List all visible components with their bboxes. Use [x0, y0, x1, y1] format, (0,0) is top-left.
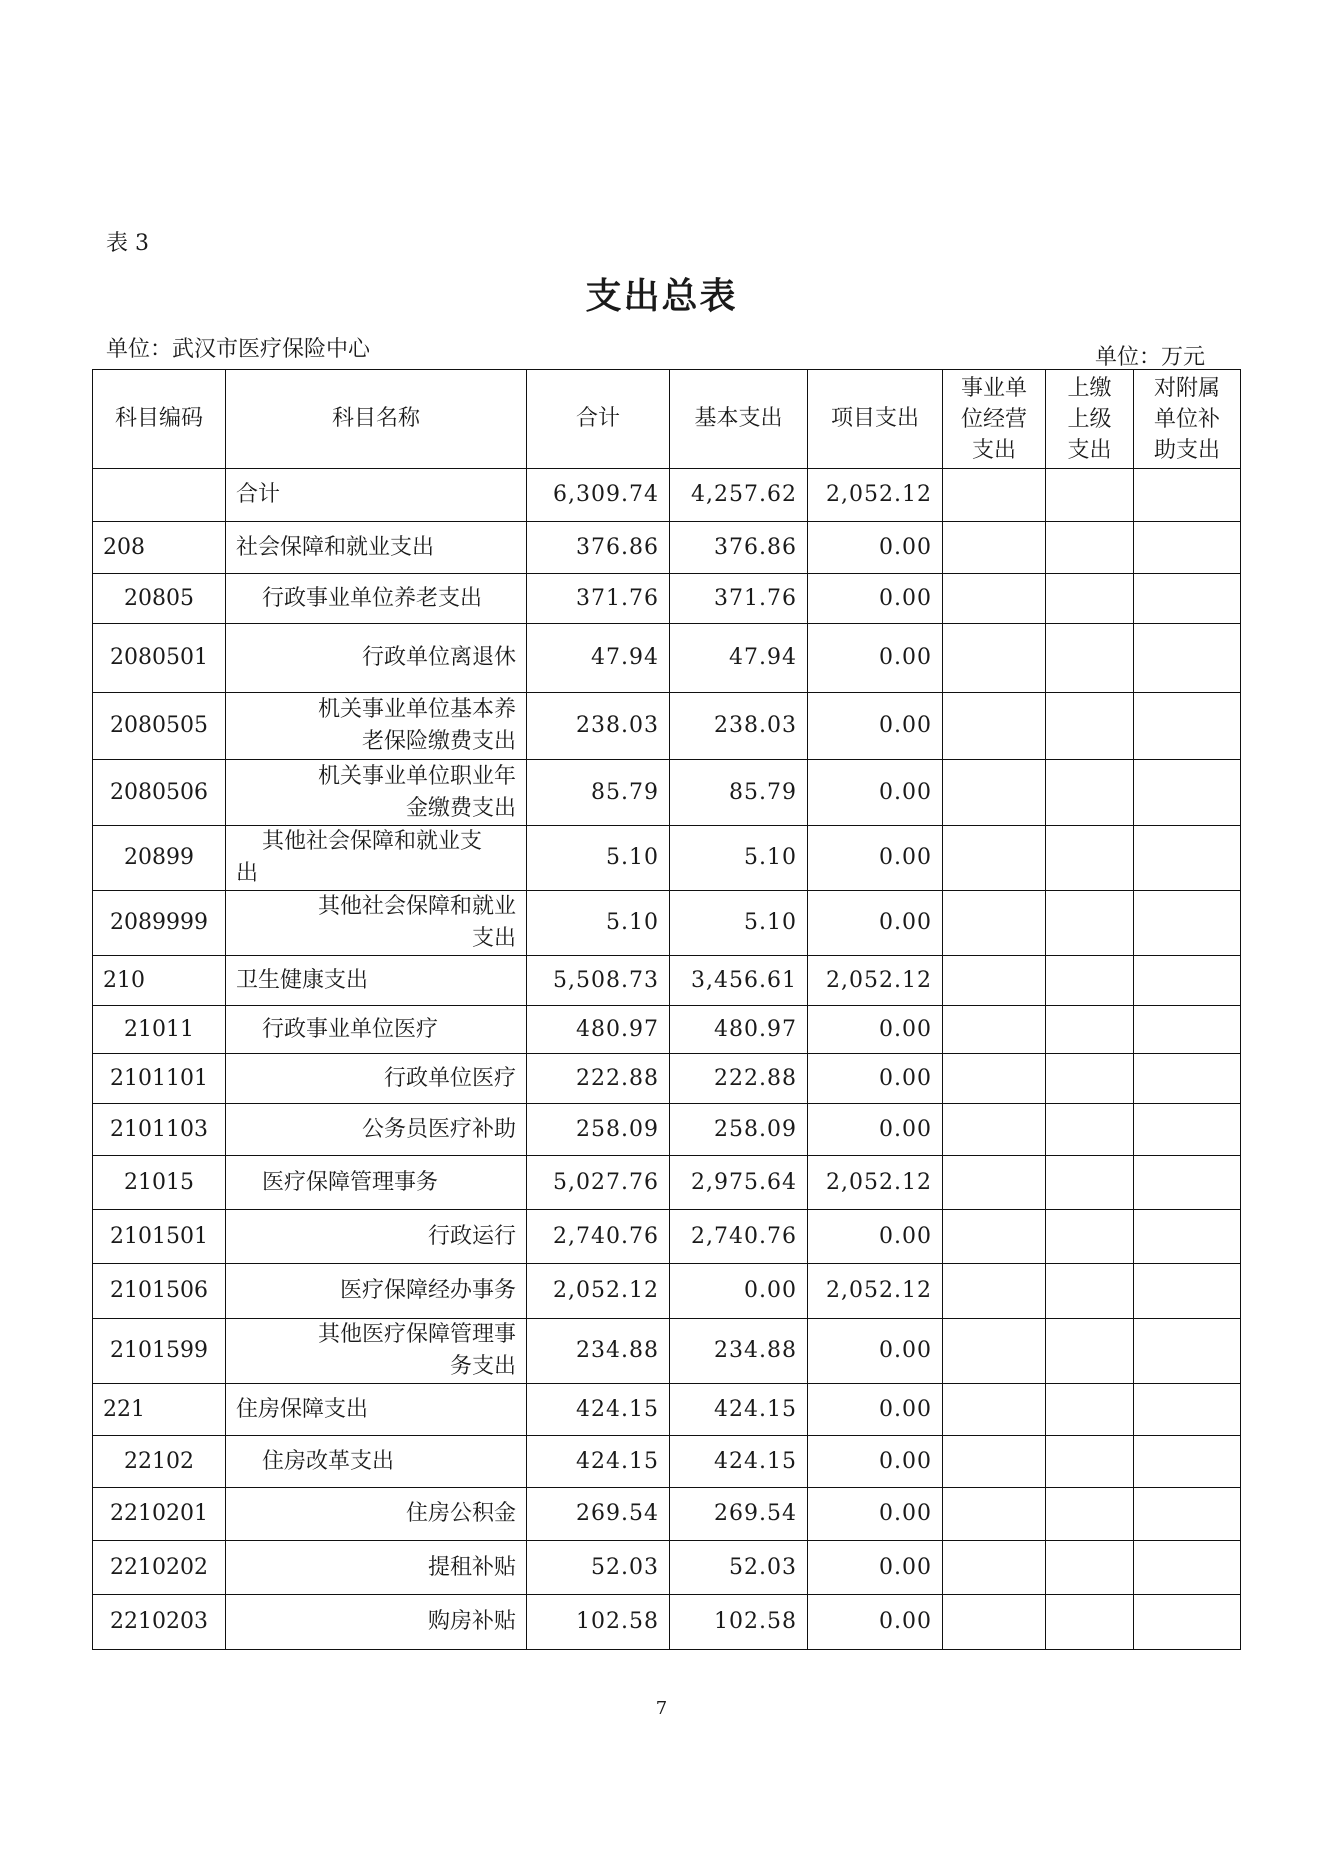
- row-name-line1: 其他医疗保障管理事: [317, 1322, 516, 1347]
- row-code: 2210203: [93, 1595, 226, 1650]
- row-name: 行政事业单位养老支出: [226, 574, 527, 624]
- row-business: [943, 1319, 1046, 1384]
- page-title: 支出总表: [585, 276, 738, 317]
- table-row: [93, 469, 1241, 522]
- row-upper: [1046, 1156, 1134, 1210]
- row-project: 0.00: [808, 1541, 943, 1595]
- row-basic: 424.15: [670, 1436, 808, 1488]
- row-business: [943, 760, 1046, 826]
- row-name: 行政运行: [226, 1210, 527, 1264]
- table-row: [93, 1210, 1241, 1264]
- table-row: [93, 1319, 1241, 1384]
- row-basic: 4,257.62: [670, 469, 808, 522]
- row-basic: 371.76: [670, 574, 808, 624]
- row-total: 5.10: [527, 826, 670, 891]
- row-basic: 234.88: [670, 1319, 808, 1384]
- row-upper: [1046, 693, 1134, 760]
- row-name: 医疗保障经办事务: [226, 1264, 527, 1319]
- row-code: 2101103: [93, 1104, 226, 1156]
- row-basic: 5.10: [670, 826, 808, 891]
- page-number: 7: [655, 1698, 668, 1719]
- row-code: 2101101: [93, 1054, 226, 1104]
- row-upper: [1046, 760, 1134, 826]
- row-name: 公务员医疗补助: [226, 1104, 527, 1156]
- row-upper: [1046, 891, 1134, 956]
- row-subsidy: [1134, 522, 1241, 574]
- header-upper-line1: 上缴: [1067, 375, 1112, 401]
- row-basic: 52.03: [670, 1541, 808, 1595]
- row-subsidy: [1134, 1006, 1241, 1054]
- table-row: [93, 1156, 1241, 1210]
- row-basic: 424.15: [670, 1384, 808, 1436]
- row-name: 提租补贴: [226, 1541, 527, 1595]
- row-basic: 5.10: [670, 891, 808, 956]
- row-project: 0.00: [808, 891, 943, 956]
- row-project: 2,052.12: [808, 469, 943, 522]
- row-code: [93, 469, 226, 522]
- row-name: 住房公积金: [226, 1488, 527, 1541]
- row-business: [943, 891, 1046, 956]
- row-total: 102.58: [527, 1595, 670, 1650]
- row-project: 0.00: [808, 1319, 943, 1384]
- row-subsidy: [1134, 1595, 1241, 1650]
- table-row: [93, 760, 1241, 826]
- row-project: 0.00: [808, 1595, 943, 1650]
- row-business: [943, 1595, 1046, 1650]
- row-name: 合计: [226, 469, 527, 522]
- row-code: 210: [93, 956, 226, 1006]
- table-row: [93, 1264, 1241, 1319]
- row-basic: 3,456.61: [670, 956, 808, 1006]
- row-name: [226, 760, 527, 826]
- row-upper: [1046, 956, 1134, 1006]
- table-row: [93, 1436, 1241, 1488]
- row-project: 0.00: [808, 760, 943, 826]
- row-total: 222.88: [527, 1054, 670, 1104]
- row-name-line1: 机关事业单位基本养: [317, 697, 516, 722]
- row-total: 47.94: [527, 624, 670, 693]
- row-basic: 238.03: [670, 693, 808, 760]
- row-name-line1: 其他社会保障和就业支: [262, 829, 483, 854]
- table-row: [93, 1595, 1241, 1650]
- row-project: 0.00: [808, 574, 943, 624]
- row-subsidy: [1134, 1541, 1241, 1595]
- row-basic: 2,975.64: [670, 1156, 808, 1210]
- row-code: 2089999: [93, 891, 226, 956]
- table-row: [93, 1541, 1241, 1595]
- row-name-line2: 金缴费支出: [405, 795, 516, 821]
- row-basic: 258.09: [670, 1104, 808, 1156]
- table-row: [93, 956, 1241, 1006]
- row-upper: [1046, 826, 1134, 891]
- row-project: 0.00: [808, 522, 943, 574]
- table-row: [93, 1054, 1241, 1104]
- row-subsidy: [1134, 760, 1241, 826]
- row-business: [943, 1384, 1046, 1436]
- row-upper: [1046, 522, 1134, 574]
- row-project: 0.00: [808, 1104, 943, 1156]
- row-project: 0.00: [808, 693, 943, 760]
- row-basic: 480.97: [670, 1006, 808, 1054]
- row-basic: 376.86: [670, 522, 808, 574]
- row-total: 6,309.74: [527, 469, 670, 522]
- row-code: 20899: [93, 826, 226, 891]
- row-name: 住房保障支出: [226, 1384, 527, 1436]
- row-subsidy: [1134, 1488, 1241, 1541]
- row-business: [943, 1541, 1046, 1595]
- row-project: 0.00: [808, 1054, 943, 1104]
- header-code: 科目编码: [93, 370, 226, 469]
- row-project: 0.00: [808, 826, 943, 891]
- row-basic: 47.94: [670, 624, 808, 693]
- row-total: 2,740.76: [527, 1210, 670, 1264]
- row-upper: [1046, 574, 1134, 624]
- row-project: 2,052.12: [808, 1156, 943, 1210]
- table-row: [93, 574, 1241, 624]
- row-total: 269.54: [527, 1488, 670, 1541]
- row-project: 0.00: [808, 1488, 943, 1541]
- row-code: 2080506: [93, 760, 226, 826]
- row-business: [943, 1210, 1046, 1264]
- row-basic: 2,740.76: [670, 1210, 808, 1264]
- row-total: 2,052.12: [527, 1264, 670, 1319]
- row-code: 221: [93, 1384, 226, 1436]
- row-name: [226, 826, 527, 891]
- row-total: 234.88: [527, 1319, 670, 1384]
- row-project: 0.00: [808, 1006, 943, 1054]
- row-project: 0.00: [808, 1436, 943, 1488]
- row-subsidy: [1134, 1054, 1241, 1104]
- expenditure-table: [92, 369, 1241, 1650]
- row-total: 376.86: [527, 522, 670, 574]
- row-upper: [1046, 1104, 1134, 1156]
- header-business: [943, 370, 1046, 469]
- row-name-line1: 机关事业单位职业年: [317, 763, 516, 789]
- row-basic: 102.58: [670, 1595, 808, 1650]
- header-business-line2: 位经营: [960, 406, 1027, 432]
- row-basic: 269.54: [670, 1488, 808, 1541]
- row-total: 5,027.76: [527, 1156, 670, 1210]
- row-project: 0.00: [808, 1384, 943, 1436]
- row-code: 21015: [93, 1156, 226, 1210]
- table-row: [93, 1488, 1241, 1541]
- row-name-line2: 老保险缴费支出: [361, 729, 516, 754]
- row-business: [943, 1156, 1046, 1210]
- row-subsidy: [1134, 1319, 1241, 1384]
- row-upper: [1046, 1210, 1134, 1264]
- header-subsidy-line1: 对附属: [1153, 375, 1220, 401]
- row-subsidy: [1134, 956, 1241, 1006]
- row-name: 卫生健康支出: [226, 956, 527, 1006]
- header-basic: 基本支出: [670, 370, 808, 469]
- header-subsidy: [1134, 370, 1241, 469]
- row-code: 22102: [93, 1436, 226, 1488]
- row-business: [943, 1054, 1046, 1104]
- row-business: [943, 1006, 1046, 1054]
- row-subsidy: [1134, 574, 1241, 624]
- row-code: 2080501: [93, 624, 226, 693]
- row-total: 52.03: [527, 1541, 670, 1595]
- row-code: 20805: [93, 574, 226, 624]
- row-subsidy: [1134, 1436, 1241, 1488]
- header-upper-line2: 上级: [1067, 406, 1112, 432]
- row-upper: [1046, 624, 1134, 693]
- row-upper: [1046, 1541, 1134, 1595]
- row-upper: [1046, 1384, 1134, 1436]
- row-subsidy: [1134, 469, 1241, 522]
- table-row: [93, 624, 1241, 693]
- row-total: 480.97: [527, 1006, 670, 1054]
- row-subsidy: [1134, 1156, 1241, 1210]
- row-subsidy: [1134, 624, 1241, 693]
- row-upper: [1046, 1264, 1134, 1319]
- row-subsidy: [1134, 891, 1241, 956]
- row-subsidy: [1134, 693, 1241, 760]
- row-name: 行政单位离退休: [226, 624, 527, 693]
- header-business-line1: 事业单: [960, 375, 1027, 401]
- row-subsidy: [1134, 1104, 1241, 1156]
- row-upper: [1046, 469, 1134, 522]
- row-business: [943, 469, 1046, 522]
- row-total: 258.09: [527, 1104, 670, 1156]
- header-subsidy-line2: 单位补: [1153, 406, 1220, 432]
- row-total: 424.15: [527, 1436, 670, 1488]
- row-business: [943, 956, 1046, 1006]
- row-total: 85.79: [527, 760, 670, 826]
- header-business-line3: 支出: [971, 437, 1016, 463]
- row-business: [943, 1436, 1046, 1488]
- row-business: [943, 1264, 1046, 1319]
- row-basic: 85.79: [670, 760, 808, 826]
- row-name: 行政事业单位医疗: [226, 1006, 527, 1054]
- row-subsidy: [1134, 1210, 1241, 1264]
- row-subsidy: [1134, 1264, 1241, 1319]
- row-total: 238.03: [527, 693, 670, 760]
- table-row: [93, 522, 1241, 574]
- table-row: [93, 693, 1241, 760]
- row-business: [943, 522, 1046, 574]
- row-upper: [1046, 1006, 1134, 1054]
- unit-label: 单位：万元: [1094, 345, 1205, 370]
- row-name: 购房补贴: [226, 1595, 527, 1650]
- row-code: 2080505: [93, 693, 226, 760]
- header-upper: [1046, 370, 1134, 469]
- row-name-line2: 务支出: [449, 1354, 516, 1379]
- row-subsidy: [1134, 1384, 1241, 1436]
- row-business: [943, 1104, 1046, 1156]
- row-project: 0.00: [808, 1210, 943, 1264]
- row-upper: [1046, 1488, 1134, 1541]
- row-name: [226, 891, 527, 956]
- organization-label: 单位：武汉市医疗保险中心: [106, 337, 371, 362]
- row-basic: 222.88: [670, 1054, 808, 1104]
- row-project: 0.00: [808, 624, 943, 693]
- table-label: 表 3: [106, 231, 149, 256]
- header-project: 项目支出: [808, 370, 943, 469]
- table-row: [93, 826, 1241, 891]
- table-row: [93, 1006, 1241, 1054]
- row-code: 2210202: [93, 1541, 226, 1595]
- header-total: 合计: [527, 370, 670, 469]
- row-name-line1: 其他社会保障和就业: [317, 894, 516, 919]
- row-business: [943, 624, 1046, 693]
- row-business: [943, 1488, 1046, 1541]
- row-code: 2210201: [93, 1488, 226, 1541]
- row-name: [226, 1319, 527, 1384]
- row-name: 社会保障和就业支出: [226, 522, 527, 574]
- row-name: 行政单位医疗: [226, 1054, 527, 1104]
- row-code: 2101501: [93, 1210, 226, 1264]
- row-project: 2,052.12: [808, 1264, 943, 1319]
- row-total: 424.15: [527, 1384, 670, 1436]
- row-upper: [1046, 1595, 1134, 1650]
- row-upper: [1046, 1054, 1134, 1104]
- row-business: [943, 826, 1046, 891]
- row-basic: 0.00: [670, 1264, 808, 1319]
- header-name: 科目名称: [226, 370, 527, 469]
- row-name: 住房改革支出: [226, 1436, 527, 1488]
- row-code: 208: [93, 522, 226, 574]
- row-business: [943, 574, 1046, 624]
- table-row: [93, 1104, 1241, 1156]
- row-name-line2: 支出: [471, 926, 516, 951]
- row-total: 371.76: [527, 574, 670, 624]
- row-upper: [1046, 1319, 1134, 1384]
- row-name-line2: 出: [236, 861, 259, 886]
- row-total: 5.10: [527, 891, 670, 956]
- row-project: 2,052.12: [808, 956, 943, 1006]
- row-subsidy: [1134, 826, 1241, 891]
- header-upper-line3: 支出: [1067, 437, 1112, 463]
- row-upper: [1046, 1436, 1134, 1488]
- table-row: [93, 891, 1241, 956]
- table-row: [93, 1384, 1241, 1436]
- row-name: 医疗保障管理事务: [226, 1156, 527, 1210]
- header-subsidy-line3: 助支出: [1153, 437, 1220, 463]
- row-code: 2101599: [93, 1319, 226, 1384]
- row-name: [226, 693, 527, 760]
- row-code: 2101506: [93, 1264, 226, 1319]
- row-total: 5,508.73: [527, 956, 670, 1006]
- header-row: [93, 370, 1241, 469]
- row-business: [943, 693, 1046, 760]
- row-code: 21011: [93, 1006, 226, 1054]
